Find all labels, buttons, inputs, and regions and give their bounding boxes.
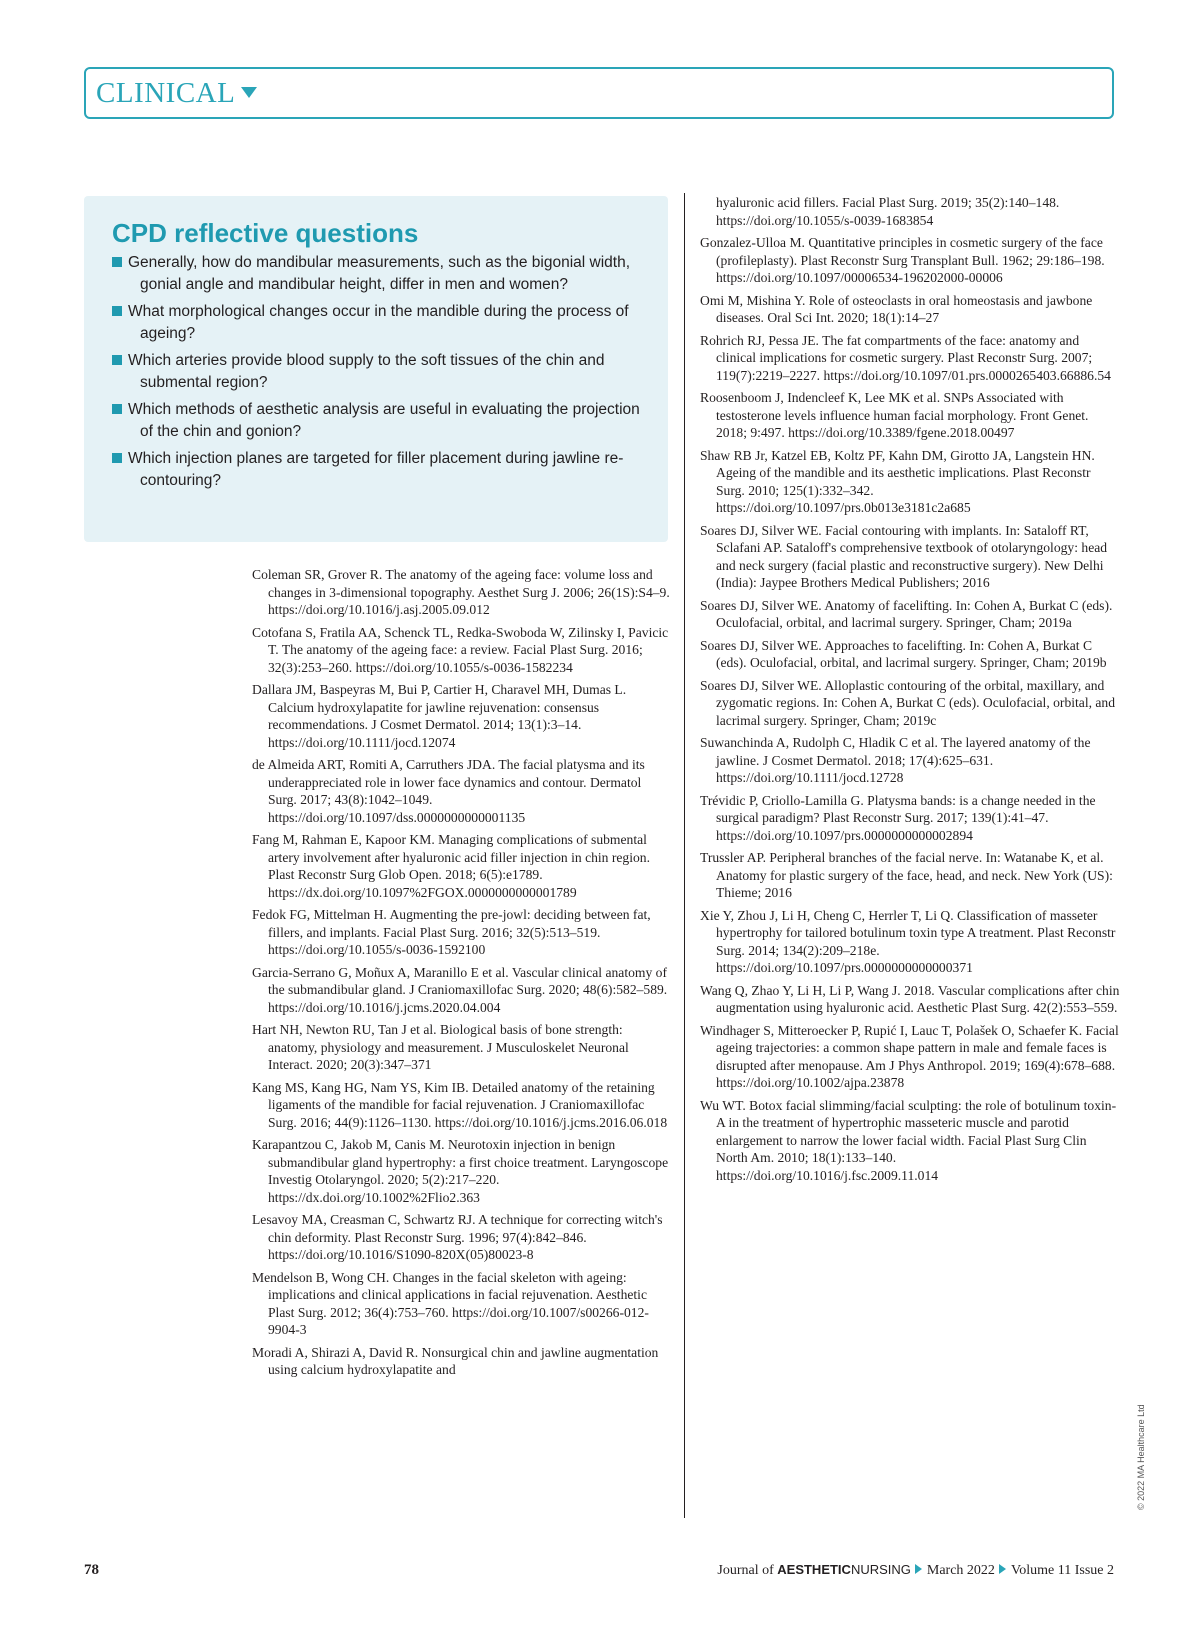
- section-label: [96, 77, 257, 109]
- volume-issue: Volume 11 Issue 2: [1010, 1563, 1114, 1578]
- cpd-question-text: Which arteries provide blood supply to the soft tissues of the chin and submental region?: [128, 352, 605, 391]
- cpd-title: CPD reflective questions: [112, 218, 419, 248]
- reference-list-right: [700, 194, 1120, 1189]
- reference-item: Suwanchinda A, Rudolph C, Hladik C et al. The layered anatomy of the jawline. J Cosmet Dermatol. 2018; 17(4):625–631. https://doi.org/10.1111/jocd.12728: [700, 735, 1091, 785]
- cpd-reflective-box: [84, 196, 668, 542]
- square-bullet-icon: [112, 404, 122, 414]
- issue-date: March 2022: [926, 1563, 995, 1578]
- reference-item: Lesavoy MA, Creasman C, Schwartz RJ. A technique for correcting witch's chin deformity. Plast Reconstr Surg. 1996; 97(4):842–846. https://doi.org/10.1016/S1090-820X(05)80023-8: [252, 1212, 663, 1262]
- square-bullet-icon: [112, 257, 122, 267]
- triangle-right-icon: [999, 1564, 1006, 1574]
- copyright-notice: © 2022 MA Healthcare Ltd: [1136, 1404, 1146, 1510]
- reference-item: Roosenboom J, Indencleef K, Lee MK et al. SNPs Associated with testosterone levels influence human facial morphology. Front Genet. 2018; 9:497. https://doi.org/10.3389/fgene.2018.00497: [700, 390, 1089, 440]
- page-number: 78: [84, 1562, 99, 1578]
- reference-item: Gonzalez-Ulloa M. Quantitative principles in cosmetic surgery of the face (profileplasty). Plast Reconstr Surg Transplant Bull. 1962; 29:186–198. https://doi.org/10.1097/00006534-196202000-00006: [700, 235, 1105, 285]
- cpd-question-text: What morphological changes occur in the mandible during the process of ageing?: [128, 303, 629, 342]
- cpd-question: [112, 399, 648, 443]
- journal-prefix: Journal of: [717, 1563, 774, 1578]
- section-header: [84, 67, 1114, 119]
- square-bullet-icon: [112, 355, 122, 365]
- cpd-question: [112, 252, 648, 296]
- reference-item: Windhager S, Mitteroecker P, Rupić I, Lauc T, Polašek O, Schaefer K. Facial ageing trajectories: a common shape pattern in male and female faces is disrupted after menopause. Am J Phys Anthropol. 2019; 169(4):678–688. https://doi.org/10.1002/ajpa.23878: [700, 1022, 1119, 1090]
- reference-list-left: [252, 566, 672, 1384]
- reference-item: Kang MS, Kang HG, Nam YS, Kim IB. Detailed anatomy of the retaining ligaments of the mandible for facial rejuvenation. J Craniomaxillofac Surg. 2016; 44(9):1126–1130. https://doi.org/10.1016/j.jcms.2016.06.018: [252, 1079, 668, 1130]
- triangle-down-icon: [241, 87, 257, 98]
- triangle-right-icon: [915, 1564, 922, 1574]
- reference-item: Wu WT. Botox facial slimming/facial sculpting: the role of botulinum toxin-A in the treatment of hypertrophic masseteric muscle and parotid enlargement to narrow the lower facial width. Facial Plast Surg Clin North Am. 2010; 18(1):133–140. https://doi.org/10.1016/j.fsc.2009.11.014: [700, 1097, 1117, 1183]
- cpd-question-list: [112, 252, 648, 492]
- cpd-question: [112, 350, 648, 394]
- reference-item: Karapantzou C, Jakob M, Canis M. Neurotoxin injection in benign submandibular gland hypertrophy: a first choice treatment. Laryngoscope Investig Otolaryngol. 2020; 5(2):217–220. https://dx.doi.org/10.1002%2Flio2.363: [252, 1137, 669, 1205]
- reference-item: Dallara JM, Baspeyras M, Bui P, Cartier H, Charavel MH, Dumas L. Calcium hydroxylapatite for jawline rejuvenation: consensus recommendations. J Cosmet Dermatol. 2014; 13(1):3–14. https://doi.org/10.1111/jocd.12074: [252, 682, 627, 750]
- journal-name-bold: AESTHETIC: [777, 1562, 851, 1577]
- square-bullet-icon: [112, 453, 122, 463]
- cpd-question-text: Which methods of aesthetic analysis are useful in evaluating the projection of the chin and gonion?: [128, 401, 640, 440]
- reference-item: Hart NH, Newton RU, Tan J et al. Biological basis of bone strength: anatomy, physiology and measurement. J Musculoskelet Neuronal Interact. 2020; 20(3):347–371: [252, 1022, 629, 1072]
- reference-item: Cotofana S, Fratila AA, Schenck TL, Redka-Swoboda W, Zilinsky I, Pavicic T. The anatomy of the ageing face: a review. Facial Plast Surg. 2016; 32(3):253–260. https://doi.org/10.1055/s-0036-1582234: [252, 624, 669, 675]
- square-bullet-icon: [112, 306, 122, 316]
- reference-item: Mendelson B, Wong CH. Changes in the facial skeleton with ageing: implications and clinical applications in facial rejuvenation. Aesthetic Plast Surg. 2012; 36(4):753–760. https://doi.org/10.1007/s00266-012-9904-3: [252, 1269, 649, 1337]
- journal-footer: [717, 1562, 1114, 1579]
- cpd-question-text: Which injection planes are targeted for filler placement during jawline re-contouring?: [128, 450, 624, 489]
- reference-item: Soares DJ, Silver WE. Anatomy of facelifting. In: Cohen A, Burkat C (eds). Oculofacial, orbital, and lacrimal surgery. Springer, Cham; 2019a: [700, 597, 1113, 630]
- cpd-question: [112, 301, 648, 345]
- reference-item: Soares DJ, Silver WE. Approaches to facelifting. In: Cohen A, Burkat C (eds). Oculofacial, orbital, and lacrimal surgery. Springer, Cham; 2019b: [700, 637, 1107, 670]
- reference-item: Trévidic P, Criollo-Lamilla G. Platysma bands: is a change needed in the surgical paradigm? Plast Reconstr Surg. 2017; 139(1):41–47. https://doi.org/10.1097/prs.0000000000002894: [700, 792, 1096, 843]
- reference-item: Soares DJ, Silver WE. Alloplastic contouring of the orbital, maxillary, and zygomatic regions. In: Cohen A, Burkat C (eds). Oculofacial, orbital, and lacrimal surgery. Springer, Cham; 2019c: [700, 677, 1116, 728]
- journal-name-suffix: NURSING: [850, 1562, 911, 1577]
- reference-item: Shaw RB Jr, Katzel EB, Koltz PF, Kahn DM, Girotto JA, Langstein HN. Ageing of the mandible and its aesthetic implications. Plast Reconstr Surg. 2010; 125(1):332–342. https://doi.org/10.1097/prs.0b013e3181c2a685: [700, 447, 1095, 515]
- reference-item: Soares DJ, Silver WE. Facial contouring with implants. In: Sataloff RT, Sclafani AP. Sataloff's comprehensive textbook of otolaryngology: head and neck surgery (facial plastic and reconstructive surgery). New Delhi (India): Jaypee Brothers Medical Publishers; 2016: [700, 522, 1108, 590]
- reference-item: Wang Q, Zhao Y, Li H, Li P, Wang J. 2018. Vascular complications after chin augmentation using hyaluronic acid. Aesthetic Plast Surg. 42(2):553–559.: [700, 982, 1120, 1015]
- reference-continuation: hyaluronic acid fillers. Facial Plast Surg. 2019; 35(2):140–148. https://doi.org/10.1055/s-0039-1683854: [716, 195, 1060, 228]
- reference-item: Trussler AP. Peripheral branches of the facial nerve. In: Watanabe K, et al. Anatomy for plastic surgery of the face, head, and neck. New York (US): Thieme; 2016: [700, 850, 1113, 900]
- reference-item: Moradi A, Shirazi A, David R. Nonsurgical chin and jawline augmentation using calcium hydroxylapatite and: [252, 1344, 659, 1377]
- reference-item: Xie Y, Zhou J, Li H, Cheng C, Herrler T, Li Q. Classification of masseter hypertrophy for tailored botulinum toxin type A treatment. Plast Reconstr Surg. 2014; 134(2):209–218e. https://doi.org/10.1097/prs.0000000000000371: [700, 907, 1116, 975]
- section-title: CLINICAL: [96, 77, 236, 109]
- reference-item: Coleman SR, Grover R. The anatomy of the ageing face: volume loss and changes in 3-dimensional topography. Aesthet Surg J. 2006; 26(1S):S4–9. https://doi.org/10.1016/j.asj.2005.09.012: [252, 567, 670, 617]
- column-divider: [684, 193, 685, 1518]
- reference-item: Garcia-Serrano G, Moñux A, Maranillo E et al. Vascular clinical anatomy of the submandibular gland. J Craniomaxillofac Surg. 2020; 48(6):582–589. https://doi.org/10.1016/j.jcms.2020.04.004: [252, 964, 668, 1015]
- cpd-question-text: Generally, how do mandibular measurements, such as the bigonial width, gonial angle and mandibular height, differ in men and women?: [128, 254, 631, 293]
- reference-item: Fang M, Rahman E, Kapoor KM. Managing complications of submental artery involvement after hyaluronic acid filler injection in chin region. Plast Reconstr Surg Glob Open. 2018; 6(5):e1789. https://dx.doi.org/10.1097%2FGOX.0000000000001789: [252, 832, 650, 900]
- reference-item: Rohrich RJ, Pessa JE. The fat compartments of the face: anatomy and clinical implications for cosmetic surgery. Plast Reconstr Surg. 2007; 119(7):2219–2227. https://doi.org/10.1097/01.prs.0000265403.66886.54: [700, 332, 1111, 383]
- cpd-question: [112, 448, 648, 492]
- reference-item: Fedok FG, Mittelman H. Augmenting the pre-jowl: deciding between fat, fillers, and implants. Facial Plast Surg. 2016; 32(5):513–519. https://doi.org/10.1055/s-0036-1592100: [252, 907, 651, 957]
- reference-item: de Almeida ART, Romiti A, Carruthers JDA. The facial platysma and its underappreciated role in lower face dynamics and contour. Dermatol Surg. 2017; 43(8):1042–1049. https://doi.org/10.1097/dss.0000000000001135: [252, 757, 645, 825]
- reference-item: Omi M, Mishina Y. Role of osteoclasts in oral homeostasis and jawbone diseases. Oral Sci Int. 2020; 18(1):14–27: [700, 292, 1093, 325]
